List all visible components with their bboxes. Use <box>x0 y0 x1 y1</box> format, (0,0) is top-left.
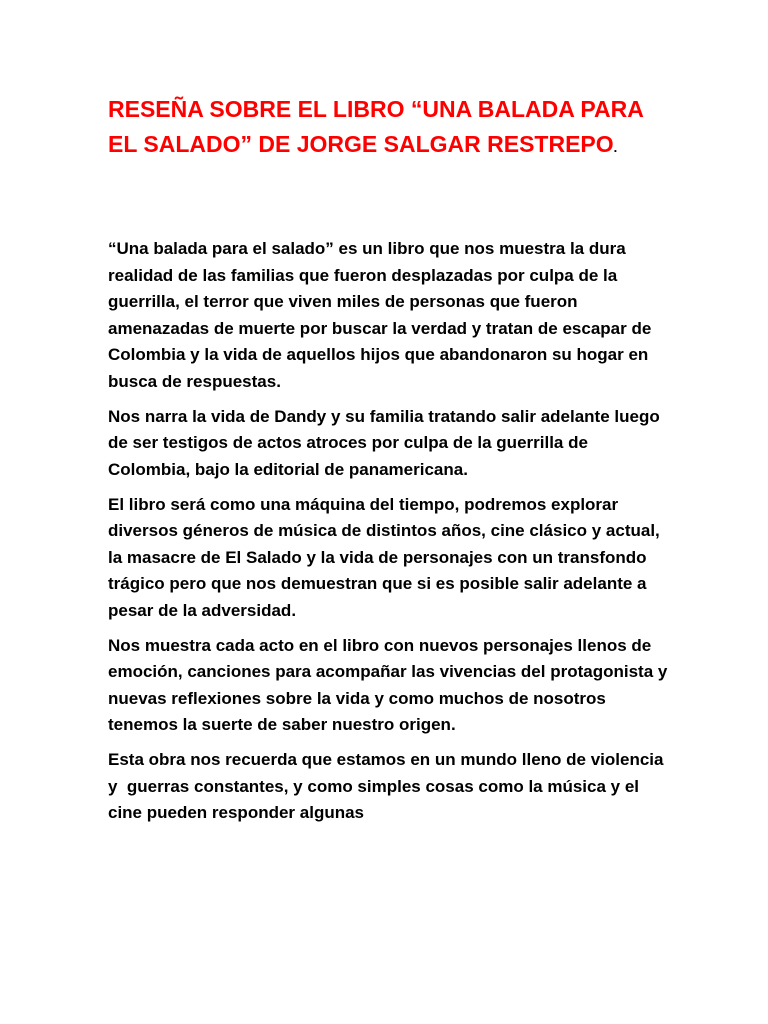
paragraph-5: Esta obra nos recuerda que estamos en un mundo lleno de violencia y guerras constantes, y como simples cosas como la música y el cine pueden responder algunas <box>108 750 669 822</box>
paragraph-3: El libro será como una máquina del tiempo, podremos explorar diversos géneros de música de distintos años, cine clásico y actual, la masacre de El Salado y la vida de personajes con un transfondo trágico pero que nos demuestran que si es posible salir adelante a pesar de la adversidad. <box>108 494 665 620</box>
document-title-text: RESEÑA SOBRE EL LIBRO “UNA BALADA PARA EL SALADO” DE JORGE SALGAR RESTREPO <box>108 96 643 157</box>
paragraph-2: Nos narra la vida de Dandy y su familia tratando salir adelante luego de ser testigos de actos atroces por culpa de la guerrilla de Colombia, bajo la editorial de panamericana. <box>108 406 665 479</box>
document-title-end: . <box>613 139 618 155</box>
paragraph-4: Nos muestra cada acto en el libro con nuevos personajes llenos de emoción, canciones para acompañar las vivencias del protagonista y nuevas reflexiones sobre la vida y como muchos de nosotros tenemos la suerte de saber nuestro origen. <box>108 635 673 734</box>
paragraph-1: “Una balada para el salado” es un libro que nos muestra la dura realidad de las familias que fueron desplazadas por culpa de la guerrilla, el terror que viven miles de personas que fueron amenazadas de muerte por buscar la verdad y tratan de escapar de Colombia y la vida de aquellos hijos que abandonaron su hogar en busca de respuestas. <box>108 239 657 391</box>
document-body <box>108 236 673 835</box>
document-title <box>108 92 668 165</box>
